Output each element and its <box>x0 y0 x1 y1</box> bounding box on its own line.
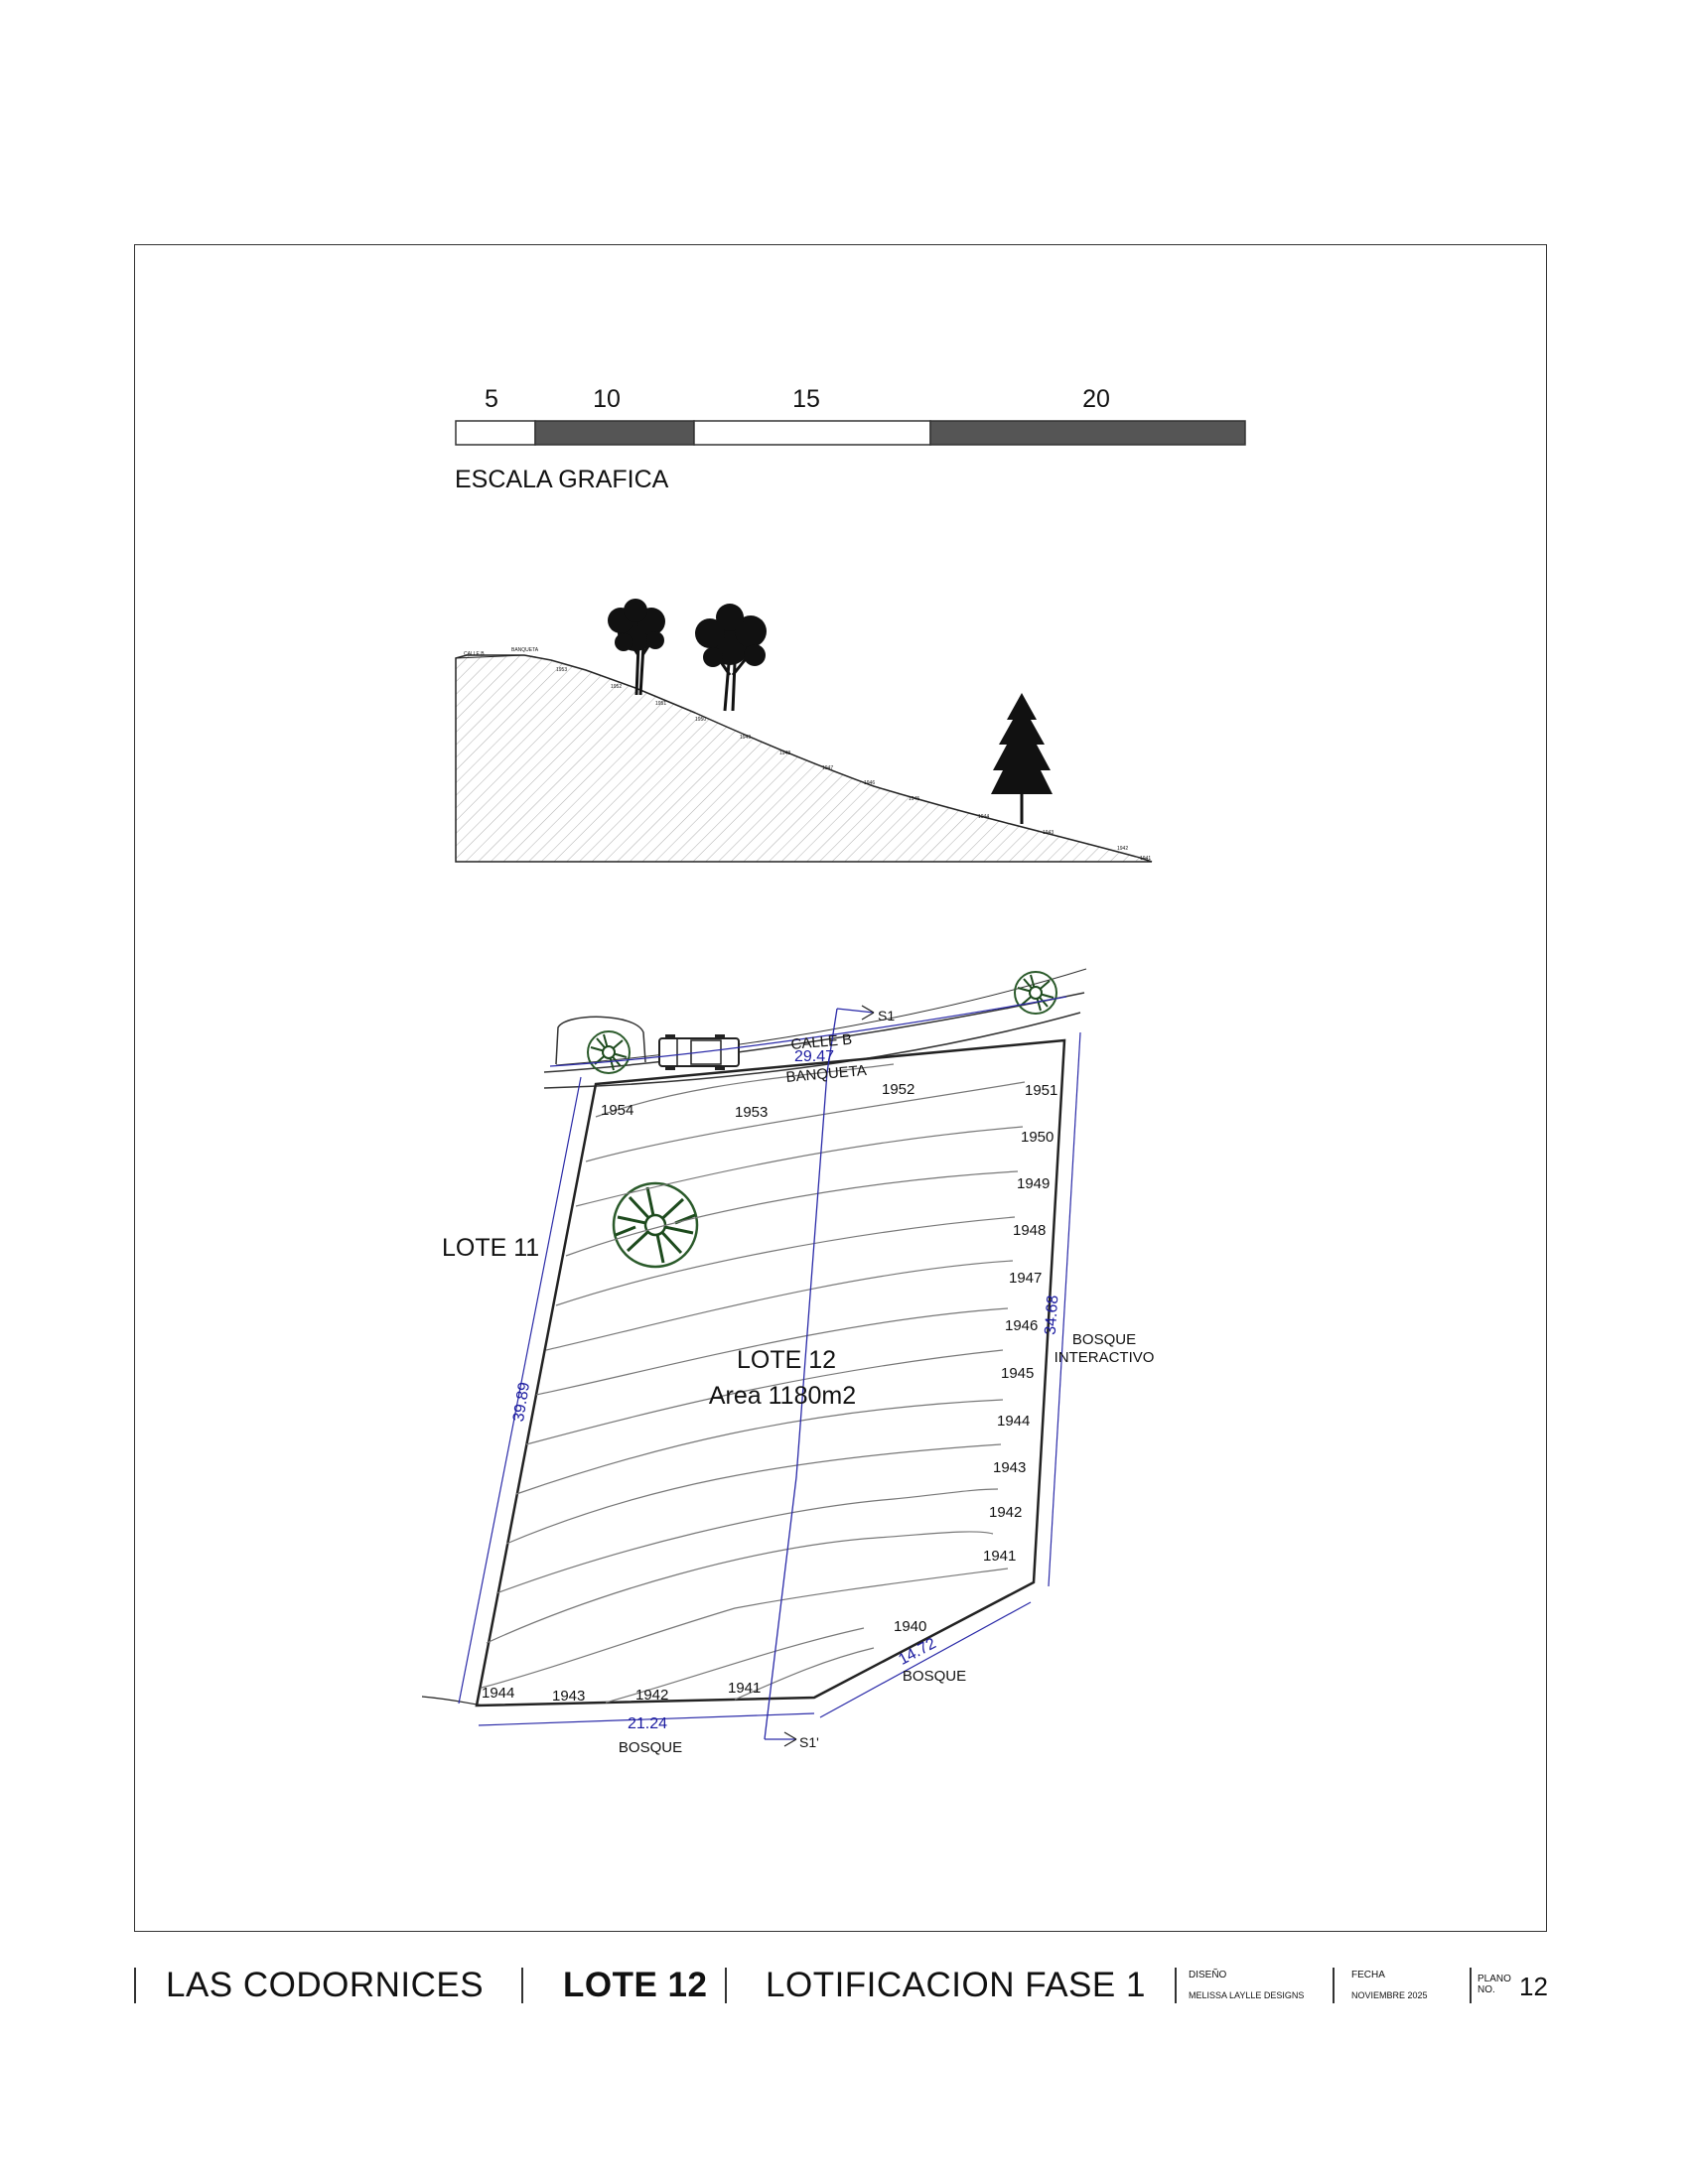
contour-label: 1946 <box>1005 1317 1039 1334</box>
terrain-section <box>456 599 1152 862</box>
street-label: CALLE B <box>789 1030 853 1053</box>
phase-title <box>766 1966 1146 2005</box>
bosque-bottom-label: BOSQUE <box>618 1739 683 1756</box>
dim-bottom: 21.24 <box>627 1715 668 1732</box>
scale-segment-3 <box>694 421 930 445</box>
lot-plan <box>422 969 1154 1756</box>
section-label-banqueta: BANQUETA <box>511 647 539 653</box>
title-separator <box>1333 1966 1335 2005</box>
dim-bottom-right: 14.72 <box>896 1635 939 1669</box>
scale-segment-1 <box>456 421 535 445</box>
contour-label: 1950 <box>1021 1129 1055 1146</box>
contour-label: 1942 <box>635 1687 669 1704</box>
sheet-block-labels <box>1477 1974 1511 1995</box>
contour-label: 1940 <box>894 1618 927 1635</box>
section-elev: 1950 <box>695 717 707 723</box>
title-separator <box>725 1966 727 2005</box>
date-value: NOVIEMBRE 2025 <box>1351 1990 1428 2000</box>
design-value: MELISSA LAYLLE DESIGNS <box>1189 1990 1305 2000</box>
graphic-scale <box>455 385 1245 493</box>
section-start-label: S1 <box>878 1008 896 1024</box>
section-label-calle: CALLE B <box>464 651 485 657</box>
sidewalk-label: BANQUETA <box>784 1061 868 1086</box>
contour-label: 1944 <box>482 1685 515 1702</box>
title-separator <box>1175 1966 1177 2005</box>
section-elev: 1946 <box>864 780 876 786</box>
section-end-label: S1' <box>799 1734 819 1750</box>
section-elev: 1945 <box>909 796 920 802</box>
lot-name: LOTE 12 <box>736 1346 837 1374</box>
contour-label: 1943 <box>552 1688 586 1705</box>
section-elev: 1947 <box>822 765 834 771</box>
bosque-side-label: BOSQUE <box>902 1668 967 1685</box>
section-elev: 1944 <box>978 814 990 820</box>
section-cut-line <box>765 1006 874 1746</box>
date-block <box>1351 1970 1428 2000</box>
dim-top: 29.47 <box>793 1048 835 1065</box>
neighbor-lot-label: LOTE 11 <box>442 1234 540 1262</box>
scale-segment-4 <box>930 421 1245 445</box>
section-elev: 1948 <box>779 751 791 756</box>
tree-icon <box>614 1183 697 1267</box>
lot-area: Area 1180m2 <box>708 1382 857 1410</box>
project-name-text: LAS CODORNICES <box>166 1966 485 2004</box>
section-elev: 1943 <box>1043 830 1055 836</box>
tree-icon <box>1015 972 1056 1014</box>
section-elev: 1949 <box>740 735 752 741</box>
pine-tree-icon <box>991 693 1053 824</box>
scale-label-20: 20 <box>1082 385 1110 413</box>
contour-label: 1945 <box>1001 1365 1035 1382</box>
sheet-number: 12 <box>1519 1972 1548 2001</box>
contour-label: 1949 <box>1017 1175 1051 1192</box>
design-label: DISEÑO <box>1189 1970 1227 1980</box>
scale-label-15: 15 <box>792 385 820 413</box>
contour-label: 1947 <box>1009 1270 1043 1287</box>
contour-label: 1954 <box>601 1102 634 1119</box>
design-block <box>1189 1970 1304 2000</box>
section-elev: 1953 <box>556 667 568 673</box>
contour-label: 1953 <box>735 1104 769 1121</box>
bosque-right-label-1: BOSQUE <box>1071 1331 1137 1348</box>
phase-title-text: LOTIFICACION FASE 1 <box>766 1966 1146 2004</box>
lot-title-text: LOTE 12 <box>563 1966 708 2004</box>
title-separator <box>1470 1966 1472 2005</box>
contour-label: 1951 <box>1025 1082 1058 1099</box>
scale-label-5: 5 <box>485 385 498 413</box>
scale-title: ESCALA GRAFICA <box>455 466 669 493</box>
title-separator <box>134 1966 136 2005</box>
contour-label: 1944 <box>997 1413 1031 1430</box>
sheet-label-2: NO. <box>1477 1984 1495 1995</box>
contour-label: 1943 <box>993 1459 1027 1476</box>
date-label: FECHA <box>1351 1970 1385 1980</box>
project-name <box>166 1966 484 2005</box>
planter <box>556 1017 645 1064</box>
dim-right: 34.68 <box>1042 1295 1062 1336</box>
dim-left: 39.89 <box>510 1381 534 1424</box>
contour-label: 1941 <box>728 1680 762 1697</box>
contour-label: 1941 <box>983 1548 1017 1565</box>
tree-icon <box>695 604 767 711</box>
scale-segment-2 <box>535 421 694 445</box>
section-elev: 1942 <box>1117 846 1129 852</box>
bosque-right-label-2: INTERACTIVO <box>1054 1349 1155 1366</box>
scale-label-10: 10 <box>593 385 621 413</box>
sheet-label-1: PLANO <box>1477 1974 1511 1984</box>
title-separator <box>521 1966 523 2005</box>
contour-label: 1948 <box>1013 1222 1047 1239</box>
lot-title <box>563 1966 707 2005</box>
section-elev: 1941 <box>1140 856 1152 862</box>
contour-label: 1942 <box>989 1504 1023 1521</box>
section-elev: 1952 <box>611 684 623 690</box>
section-elev: 1951 <box>655 701 667 707</box>
contour-label: 1952 <box>882 1081 915 1098</box>
